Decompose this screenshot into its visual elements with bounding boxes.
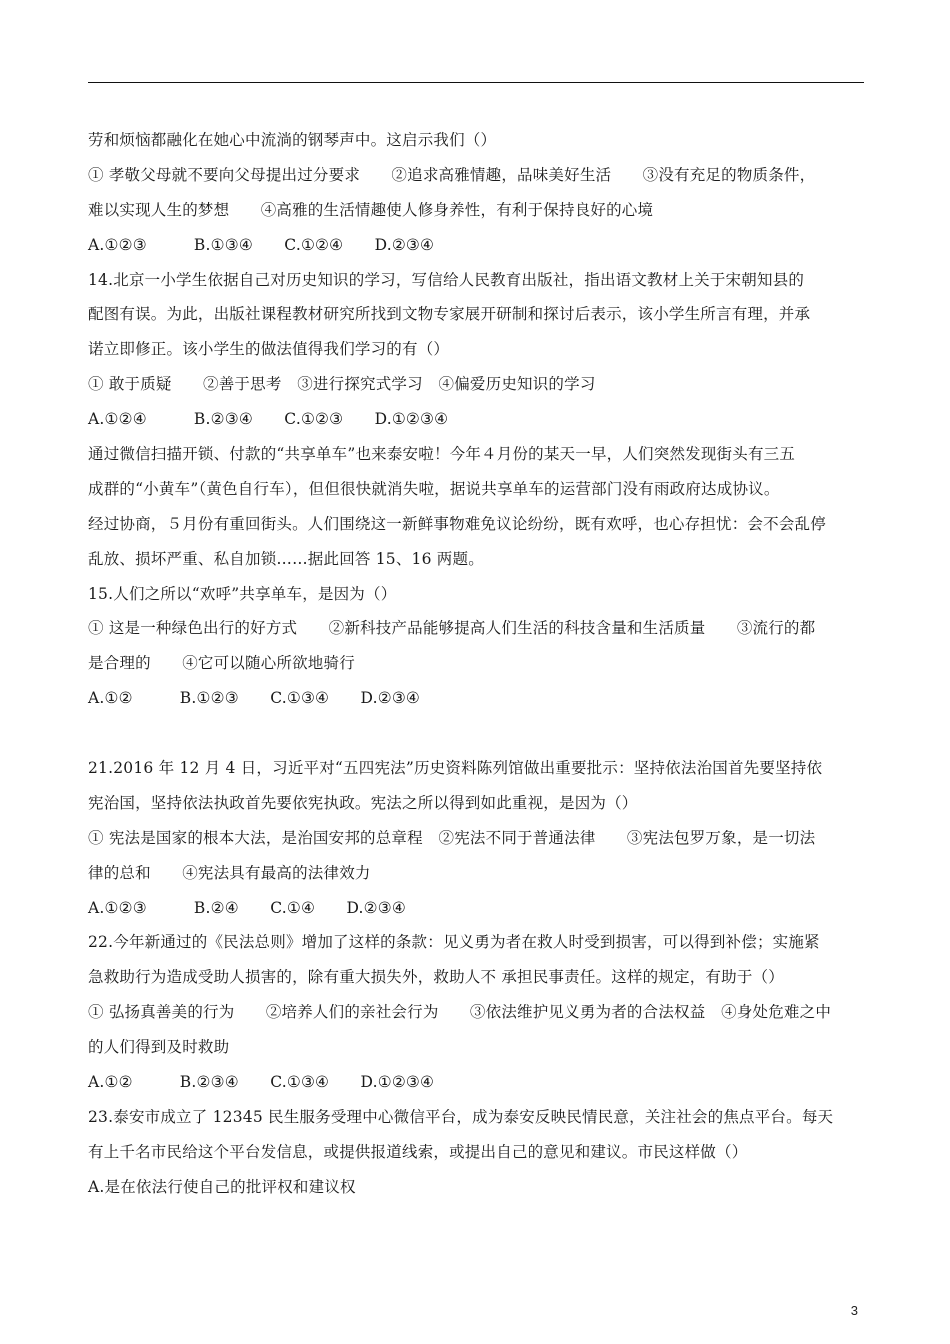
- text-line: ① 弘扬真善美的行为 ②培养人们的亲社会行为 ③依法维护见义勇为者的合法权益 ④身处危难之中: [88, 1003, 832, 1022]
- answer-options: A.①②③ B.①③④ C.①②④ D.②③④: [88, 235, 435, 254]
- answer-option-a: A.是在依法行使自己的批评权和建议权: [88, 1177, 356, 1196]
- text-line: 急救助行为造成受助人损害的，除有重大损失外，救助人不 承担民事责任。这样的规定，有助于（）: [88, 968, 784, 987]
- header-rule: [88, 82, 864, 83]
- passage-line: 通过微信扫描开锁、付款的“共享单车”也来泰安啦！今年４月份的某天一早，人们突然发现街头有三五: [88, 445, 796, 464]
- question-14: 14.北京一小学生依据自己对历史知识的学习，写信给人民教育出版社，指出语文教材上关于宋朝知县的: [88, 270, 805, 289]
- question-21: 21.2016 年 12 月 4 日，习近平对“五四宪法”历史资料陈列馆做出重要批示：坚持依法治国首先要坚持依: [88, 759, 823, 778]
- text-line: 配图有误。为此，出版社课程教材研究所找到文物专家展开研制和探讨后表示，该小学生所言有理，并承: [88, 305, 811, 324]
- text-line: ① 孝敬父母就不要向父母提出过分要求 ②追求高雅情趣，品味美好生活 ③没有充足的物质条件，: [88, 165, 816, 184]
- page-number: 3: [850, 1303, 858, 1318]
- text-line: 诺立即修正。该小学生的做法值得我们学习的有（）: [88, 340, 450, 359]
- text-line: 劳和烦恼都融化在她心中流淌的钢琴声中。这启示我们（）: [88, 131, 497, 149]
- text-line: 的人们得到及时救助: [88, 1038, 230, 1057]
- passage-line: 经过协商，５月份有重回街头。人们围绕这一新鲜事物难免议论纷纷，既有欢呼，也心存担忧：会不会乱停: [88, 514, 826, 533]
- text-line: 是合理的 ④它可以随心所欲地骑行: [88, 654, 355, 673]
- text-line: 律的总和 ④宪法具有最高的法律效力: [88, 863, 371, 882]
- text-line: 难以实现人生的梦想 ④高雅的生活情趣使人修身养性，有利于保持良好的心境: [88, 200, 654, 219]
- question-23: 23.泰安市成立了 12345 民生服务受理中心微信平台，成为泰安反映民情民意，关注社会的焦点平台。每天: [88, 1107, 834, 1126]
- text-line: ① 这是一种绿色出行的好方式 ②新科技产品能够提高人们生活的科技含量和生活质量 ③流行的都: [88, 619, 816, 638]
- text-line: ① 宪法是国家的根本大法，是治国安邦的总章程 ②宪法不同于普通法律 ③宪法包罗万象，是一切法: [88, 828, 816, 847]
- document-body: [88, 123, 868, 1205]
- answer-options: A.①②③ B.②④ C.①④ D.②③④: [88, 898, 406, 917]
- text-line: 宪治国，坚持依法执政首先要依宪执政。宪法之所以得到如此重视，是因为（）: [88, 793, 638, 812]
- passage-line: 成群的“小黄车”（黄色自行车），但但很快就消失啦，据说共享单车的运营部门没有雨政府达成协议。: [88, 479, 780, 498]
- blank-line: [88, 716, 868, 751]
- passage-line: 乱放、损坏严重、私自加锁……据此回答 15、16 两题。: [88, 549, 484, 568]
- answer-options: A.①②④ B.②③④ C.①②③ D.①②③④: [88, 410, 449, 429]
- question-22: 22.今年新通过的《民法总则》增加了这样的条款：见义勇为者在救人时受到损害，可以得到补偿；实施紧: [88, 933, 820, 952]
- answer-options: A.①② B.①②③ C.①③④ D.②③④: [88, 689, 421, 708]
- text-line: 有上千名市民给这个平台发信息，或提供报道线索，或提出自己的意见和建议。市民这样做（）: [88, 1142, 748, 1161]
- answer-options: A.①② B.②③④ C.①③④ D.①②③④: [88, 1073, 435, 1092]
- text-line: ① 敢于质疑 ②善于思考 ③进行探究式学习 ④偏爱历史知识的学习: [88, 375, 596, 394]
- question-15: 15.人们之所以“欢呼”共享单车，是因为（）: [88, 584, 397, 603]
